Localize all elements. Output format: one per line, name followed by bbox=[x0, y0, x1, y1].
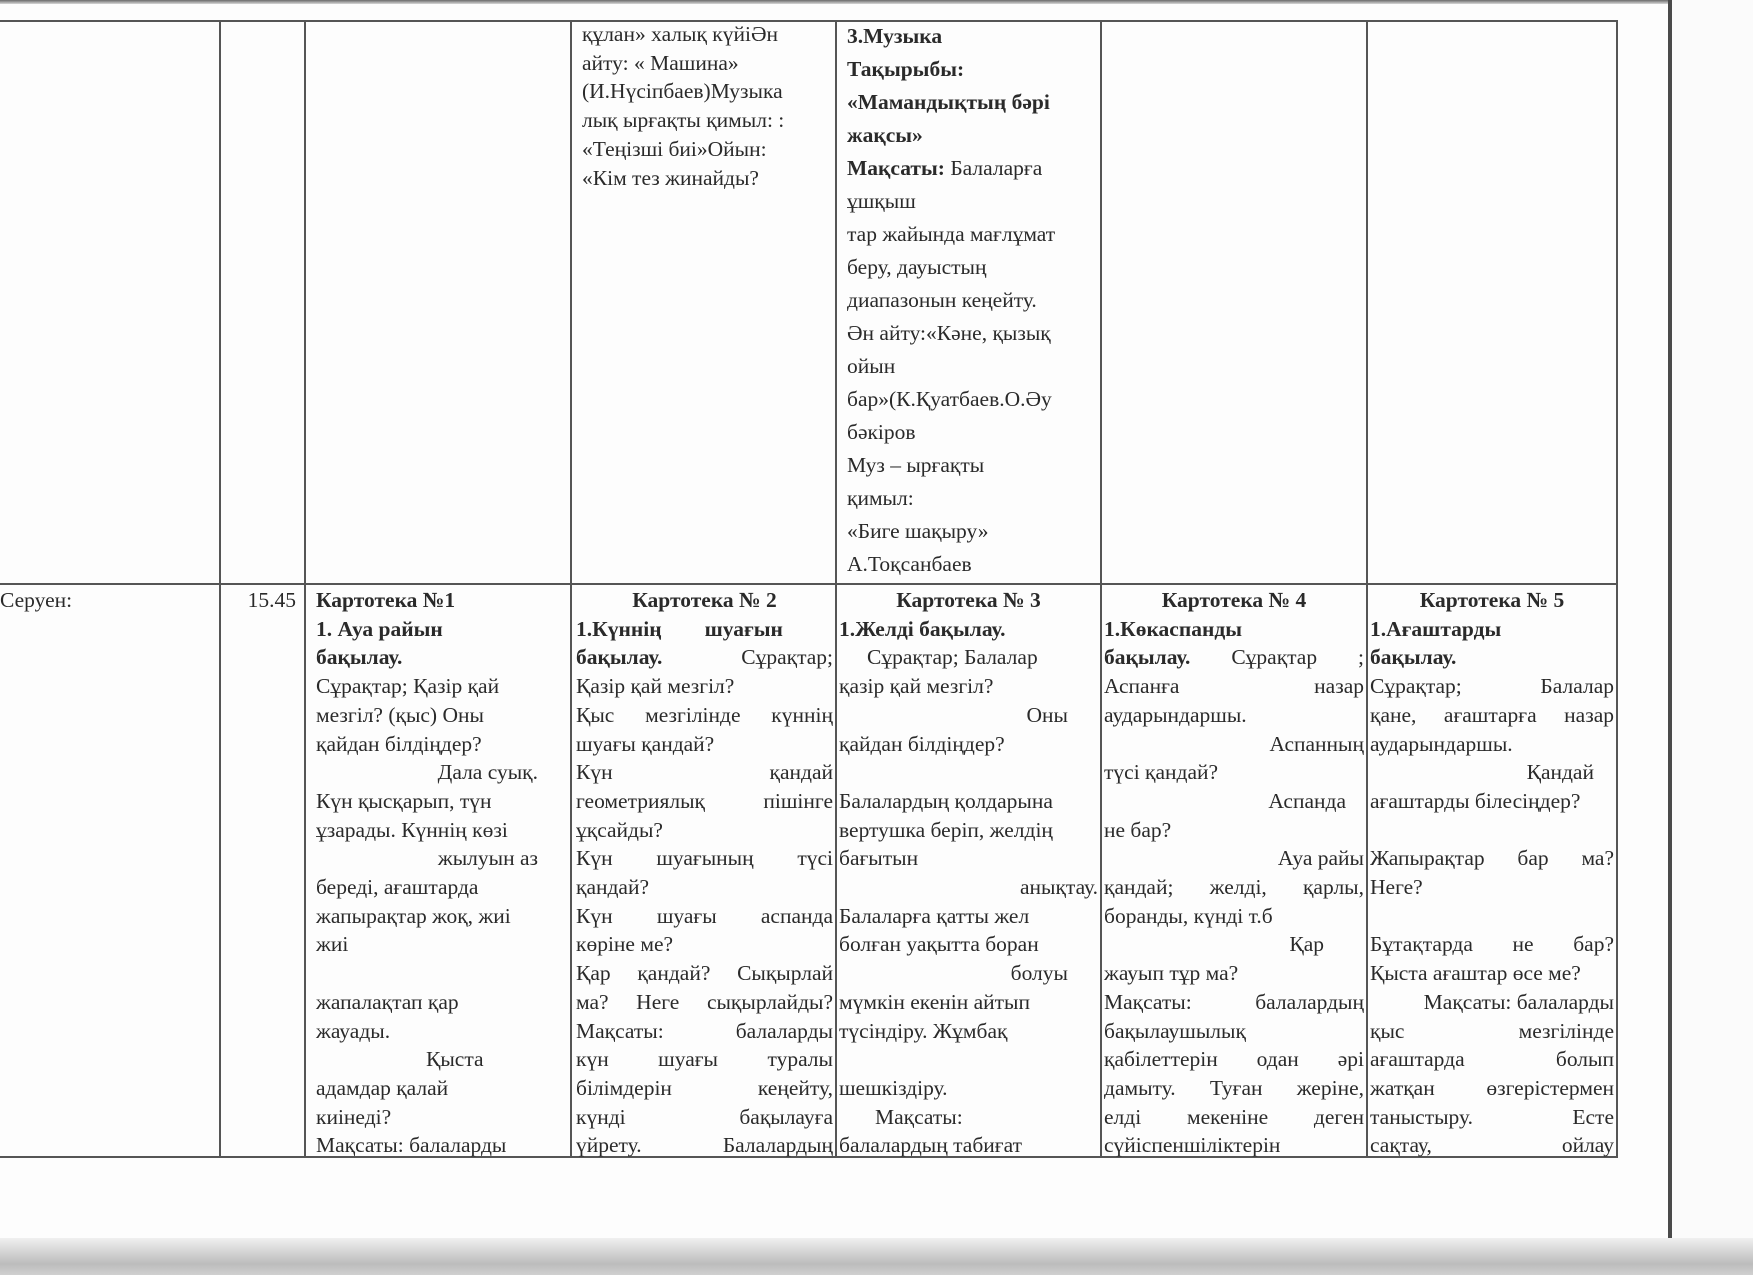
text-line: не бар? bbox=[1104, 817, 1172, 842]
text-line: Сұрақтар; Қазір қай bbox=[316, 674, 500, 699]
goal-text: Балаларға bbox=[944, 156, 1043, 180]
card-title: Картотека № 4 bbox=[1161, 588, 1307, 612]
text-line: Мақсаты: балалардың bbox=[1104, 989, 1364, 1014]
blank-line bbox=[316, 959, 568, 988]
card-subtitle: 1.Көкаспанды bbox=[1104, 616, 1243, 641]
text-line: дамыту. Туған жеріне, bbox=[1104, 1075, 1364, 1100]
text-line: Күн қысқарып, түн bbox=[316, 788, 492, 813]
text-line: жиі bbox=[316, 932, 349, 957]
text-line: Аспанда bbox=[1268, 788, 1346, 813]
text-line: қимыл: bbox=[847, 486, 914, 510]
text-line: Муз – ырғақты bbox=[847, 453, 985, 477]
text-line: сүйіспеншіліктерін bbox=[1104, 1133, 1281, 1158]
text-line: таныстыру. Есте bbox=[1370, 1104, 1614, 1129]
card-3 bbox=[837, 586, 1100, 1160]
text-line: тар жайында мағлұмат bbox=[847, 222, 1056, 246]
text-line: қандай; желді, қарлы, bbox=[1104, 875, 1364, 900]
text-line: жапырақтар жоқ, жиі bbox=[316, 903, 511, 928]
text-line: қайдан білдіңдер? bbox=[316, 731, 482, 756]
text-line: күн шуағы туралы bbox=[576, 1047, 833, 1072]
card-subtitle-tail: Сұрақтар ; bbox=[1231, 645, 1364, 670]
topic-title-cont: жақсы» bbox=[847, 123, 923, 147]
text-line: Қазір қай мезгіл? bbox=[576, 674, 735, 699]
text-line: (И.Нүсіпбаев)Музыка bbox=[582, 79, 783, 104]
text-line: айту: « Машина» bbox=[582, 50, 739, 75]
text-line: болуы bbox=[1010, 961, 1068, 986]
scan-top-shadow bbox=[0, 0, 1753, 4]
blank-line bbox=[839, 1045, 1098, 1074]
music-heading: 3.Музыка bbox=[847, 24, 943, 48]
text-line: вертушка беріп, желдің bbox=[839, 817, 1053, 842]
text-line: адамдар қалай bbox=[316, 1075, 449, 1100]
text-line: ағаштарда болып bbox=[1370, 1047, 1614, 1072]
text-line: Ән айту:«Кәне, қызық bbox=[847, 321, 1051, 345]
scan-bottom-shadow bbox=[0, 1238, 1753, 1275]
text-line: үйрету. Балалардың bbox=[576, 1133, 833, 1158]
text-line: ұшқыш bbox=[847, 189, 916, 213]
activity-label: Серуен: bbox=[0, 588, 73, 612]
text-line: ма? Неге сықырлайды? bbox=[576, 989, 833, 1014]
card-4 bbox=[1102, 586, 1366, 1160]
text-line: Неге? bbox=[1370, 875, 1423, 900]
card-2 bbox=[572, 586, 835, 1160]
text-line: түсі қандай? bbox=[1104, 760, 1219, 785]
table-right-border bbox=[1616, 20, 1618, 1157]
card-subtitle: 1.Желді бақылау. bbox=[839, 616, 1006, 641]
activity-cell bbox=[0, 586, 219, 615]
text-line: білімдерін кеңейту, bbox=[576, 1075, 833, 1100]
text-line: анықтау. bbox=[1019, 875, 1098, 900]
text-line: «Биге шақыру» bbox=[847, 519, 989, 543]
text-line: қазір қай мезгіл? bbox=[839, 674, 994, 699]
text-line: Мақсаты: балаларды bbox=[316, 1133, 507, 1158]
text-line: Күн шуағы аспанда bbox=[576, 903, 833, 928]
text-line: сақтау, ойлау bbox=[1370, 1133, 1614, 1158]
text-line: Балалардың қолдарына bbox=[839, 788, 1053, 813]
page-margin bbox=[1672, 0, 1753, 1240]
music-cell-col5 bbox=[837, 20, 1100, 581]
text-line: диапазонын кеңейту. bbox=[847, 288, 1037, 312]
row-divider bbox=[0, 583, 1618, 585]
text-line: балалардың табиғат bbox=[839, 1133, 1022, 1158]
text-line: геометриялық пішінге bbox=[576, 788, 833, 813]
text-line: аударындаршы. bbox=[1370, 731, 1513, 756]
text-line: Қандай bbox=[1526, 760, 1594, 785]
text-line: шешкіздіру. bbox=[839, 1075, 948, 1100]
text-line: Қар bbox=[1289, 932, 1324, 957]
text-line: жатқан өзгерістермен bbox=[1370, 1075, 1614, 1100]
text-line: Балаларға қатты жел bbox=[839, 903, 1030, 928]
card-subtitle: 1.Күннің шуағын bbox=[576, 616, 783, 641]
text-line: Мақсаты: балаларды bbox=[1423, 989, 1614, 1014]
card-subtitle-bold: бақылау. bbox=[1104, 645, 1191, 670]
text-line: Сұрақтар; Балалар bbox=[867, 645, 1038, 670]
card-title: Картотека №1 bbox=[316, 588, 456, 612]
text-line: Аспанға назар bbox=[1104, 674, 1364, 699]
text-line: лық ырғақты қимыл: : bbox=[582, 108, 785, 133]
text-line: ұзарады. Күннің көзі bbox=[316, 817, 508, 842]
text-line: А.Тоқсанбаев bbox=[847, 552, 972, 576]
text-line: Мақсаты: bbox=[875, 1104, 963, 1129]
card-subtitle-bold: бақылау. bbox=[576, 645, 663, 670]
text-line: қандай? bbox=[576, 875, 650, 900]
card-title: Картотека № 5 bbox=[1419, 588, 1565, 612]
text-line: жапалақтап қар bbox=[316, 989, 459, 1014]
card-subtitle-cont: бақылау. bbox=[316, 645, 403, 670]
card-subtitle-cont bbox=[1104, 643, 1364, 672]
text-line: қыс мезгілінде bbox=[1370, 1018, 1614, 1043]
text-line: Күн қандай bbox=[576, 760, 833, 785]
text-line: Оны bbox=[1026, 702, 1068, 727]
text-line: аударындаршы. bbox=[1104, 702, 1247, 727]
card-1 bbox=[306, 586, 570, 1160]
text-line: қане, ағаштарға назар bbox=[1370, 702, 1614, 727]
text-line: Дала суық. bbox=[437, 760, 538, 785]
blank-line bbox=[839, 758, 1098, 787]
goal-line bbox=[847, 152, 1098, 185]
page-edge-shadow bbox=[1668, 0, 1672, 1250]
text-line: «Теңізші биі»Ойын: bbox=[582, 136, 767, 161]
card-subtitle-cont bbox=[576, 643, 833, 672]
text-line: бәкіров bbox=[847, 420, 916, 444]
text-line: Бұтақтарда не бар? bbox=[1370, 932, 1614, 957]
text-line: көріне ме? bbox=[576, 932, 674, 957]
time-value: 15.45 bbox=[247, 588, 296, 612]
text-line: Қар қандай? Сықырлай bbox=[576, 961, 833, 986]
topic-label: Тақырыбы: bbox=[847, 57, 965, 81]
text-line: ұқсайды? bbox=[576, 817, 663, 842]
card-title: Картотека № 2 bbox=[632, 588, 777, 612]
text-line: Қыста bbox=[426, 1047, 484, 1072]
goal-label: Мақсаты: bbox=[847, 156, 945, 180]
text-line: болған уақытта боран bbox=[839, 932, 1039, 957]
text-line: бақылаушылық bbox=[1104, 1018, 1246, 1043]
text-line: Аспанның bbox=[1269, 731, 1364, 756]
text-line: Қыс мезгілінде күннің bbox=[576, 702, 833, 727]
card-subtitle: 1. Ауа райын bbox=[316, 616, 443, 641]
text-line: елді мекеніне деген bbox=[1104, 1104, 1364, 1129]
blank-line bbox=[1370, 902, 1614, 931]
text-line: ағаштарды білесіңдер? bbox=[1370, 788, 1581, 813]
text-line: қабілеттерін одан әрі bbox=[1104, 1047, 1364, 1072]
card-title: Картотека № 3 bbox=[896, 588, 1041, 612]
text-line: қайдан білдіңдер? bbox=[839, 731, 1005, 756]
text-line: түсіндіру. Жұмбақ bbox=[839, 1018, 1008, 1043]
card-subtitle-tail: Сұрақтар; bbox=[741, 645, 833, 670]
text-line: мүмкін екенін айтып bbox=[839, 989, 1031, 1014]
music-cell-col4 bbox=[572, 20, 835, 192]
text-line: «Кім тез жинайды? bbox=[582, 165, 759, 190]
text-line: беру, дауыстың bbox=[847, 255, 987, 279]
text-line: мезгіл? (қыс) Оны bbox=[316, 702, 484, 727]
card-5 bbox=[1368, 586, 1616, 1160]
text-line: береді, ағаштарда bbox=[316, 875, 479, 900]
text-line: ойын bbox=[847, 354, 896, 378]
topic-title: «Мамандықтың бәрі bbox=[847, 90, 1050, 114]
text-line: Жапырақтар бар ма? bbox=[1370, 846, 1614, 871]
text-line: шуағы қандай? bbox=[576, 731, 715, 756]
text-line: киінеді? bbox=[316, 1104, 392, 1129]
text-line: күнді бақылауға bbox=[576, 1104, 833, 1129]
blank-line bbox=[1370, 816, 1614, 845]
card-subtitle-cont: бақылау. bbox=[1370, 645, 1457, 670]
text-line: жауып тұр ма? bbox=[1104, 961, 1239, 986]
text-line: боранды, күнді т.б bbox=[1104, 903, 1273, 928]
text-line: Ауа райы bbox=[1277, 846, 1364, 871]
text-line: Күн шуағының түсі bbox=[576, 846, 833, 871]
text-line: бағытын bbox=[839, 846, 919, 871]
text-line: құлан» халық күйіӘн bbox=[582, 22, 778, 46]
text-line: жылуын аз bbox=[437, 846, 538, 871]
text-line: Сұрақтар; Балалар bbox=[1370, 674, 1614, 699]
text-line: Мақсаты: балаларды bbox=[576, 1018, 833, 1043]
card-subtitle: 1.Ағаштарды bbox=[1370, 616, 1502, 641]
text-line: жауады. bbox=[316, 1018, 391, 1043]
time-cell bbox=[221, 586, 304, 615]
text-line: Қыста ағаштар өсе ме? bbox=[1370, 961, 1581, 986]
text-line: бар»(К.Қуатбаев.О.Әу bbox=[847, 387, 1052, 411]
